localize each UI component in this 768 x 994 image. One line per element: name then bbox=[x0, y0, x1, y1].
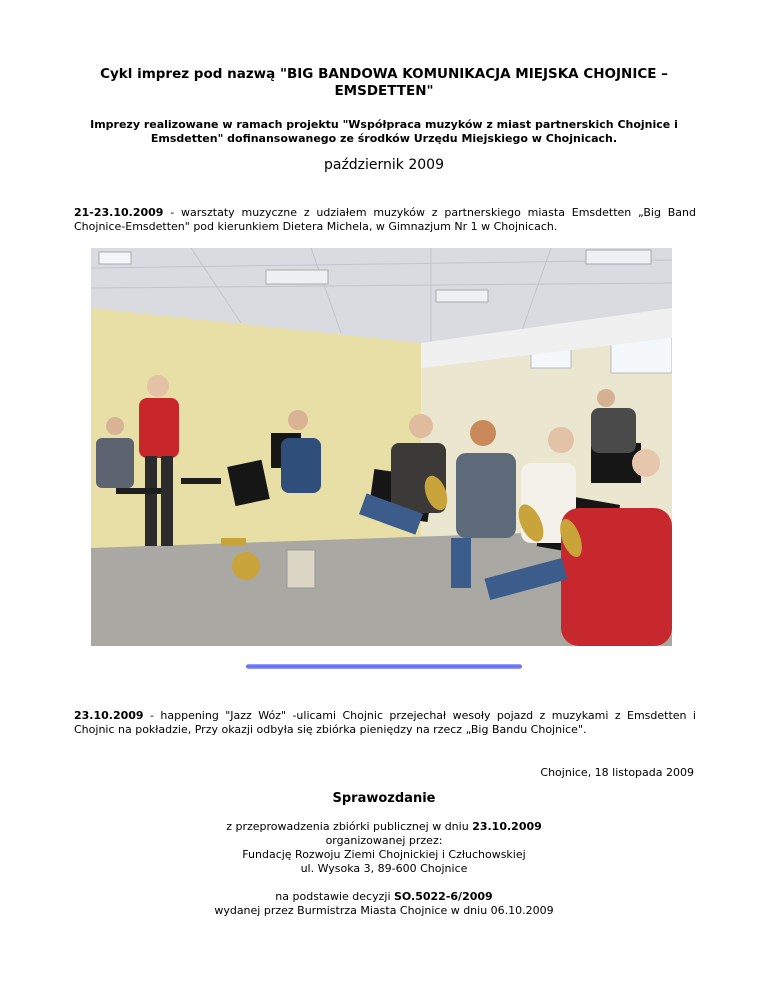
report-dateline: Chojnice, 18 listopada 2009 bbox=[540, 766, 694, 779]
title-line-1: Cykl imprez pod nazwą "BIG BANDOWA KOMUNIKACJA MIEJSKA CHOJNICE – bbox=[100, 66, 668, 82]
event-2-text: - happening "Jazz Wóz" -ulicami Chojnic przejechał wesoły pojazd z muzykami z Emsdetten i Chojnic na pokładzie, Przy okazji odbyła się zbiórka pieniędzy na rzecz „Big Bandu Chojnice". bbox=[74, 709, 696, 736]
decision-number: SO.5022-6/2009 bbox=[394, 890, 493, 903]
subtitle-line-1: Imprezy realizowane w ramach projektu "Współpraca muzyków z miast partnerskich Chojnice i bbox=[90, 118, 678, 131]
report-title: Sprawozdanie bbox=[332, 791, 436, 806]
subtitle-line-2: Emsdetten" dofinansowanego ze środków Urzędu Miejskiego w Chojnicach. bbox=[150, 132, 618, 145]
title-line-2: EMSDETTEN" bbox=[334, 83, 434, 99]
report-line-5-text: na podstawie decyzji bbox=[275, 890, 394, 903]
report-spacer bbox=[80, 876, 688, 890]
report-line-1 bbox=[80, 820, 688, 834]
report-line-1-text: z przeprowadzenia zbiórki publicznej w dniu bbox=[226, 820, 473, 833]
hyperlink-bar[interactable] bbox=[246, 664, 522, 669]
report-line-4: ul. Wysoka 3, 89-600 Chojnice bbox=[300, 862, 468, 875]
page-title bbox=[80, 66, 688, 100]
subtitle bbox=[80, 118, 688, 146]
collection-date: 23.10.2009 bbox=[472, 820, 542, 833]
event-paragraph-2 bbox=[74, 709, 696, 737]
event-1-text: - warsztaty muzyczne z udziałem muzyków z partnerskiego miasta Emsdetten „Big Band Chojnice-Emsdetten" pod kierunkiem Dietera Michela, w Gimnazjum Nr 1 w Chojnicach. bbox=[74, 206, 696, 233]
report-line-6: wydanej przez Burmistrza Miasta Chojnice w dniu 06.10.2009 bbox=[214, 904, 554, 917]
report-line-2: organizowanej przez: bbox=[325, 834, 443, 847]
band-rehearsal-photo bbox=[91, 248, 672, 646]
event-1-date: 21-23.10.2009 bbox=[74, 206, 164, 219]
event-paragraph-1 bbox=[74, 206, 696, 234]
event-2-date: 23.10.2009 bbox=[74, 709, 144, 722]
report-line-3: Fundację Rozwoju Ziemi Chojnickiej i Człuchowskiej bbox=[242, 848, 526, 861]
report-line-5 bbox=[80, 890, 688, 904]
report-body bbox=[80, 820, 688, 918]
month-heading: październik 2009 bbox=[323, 157, 444, 173]
